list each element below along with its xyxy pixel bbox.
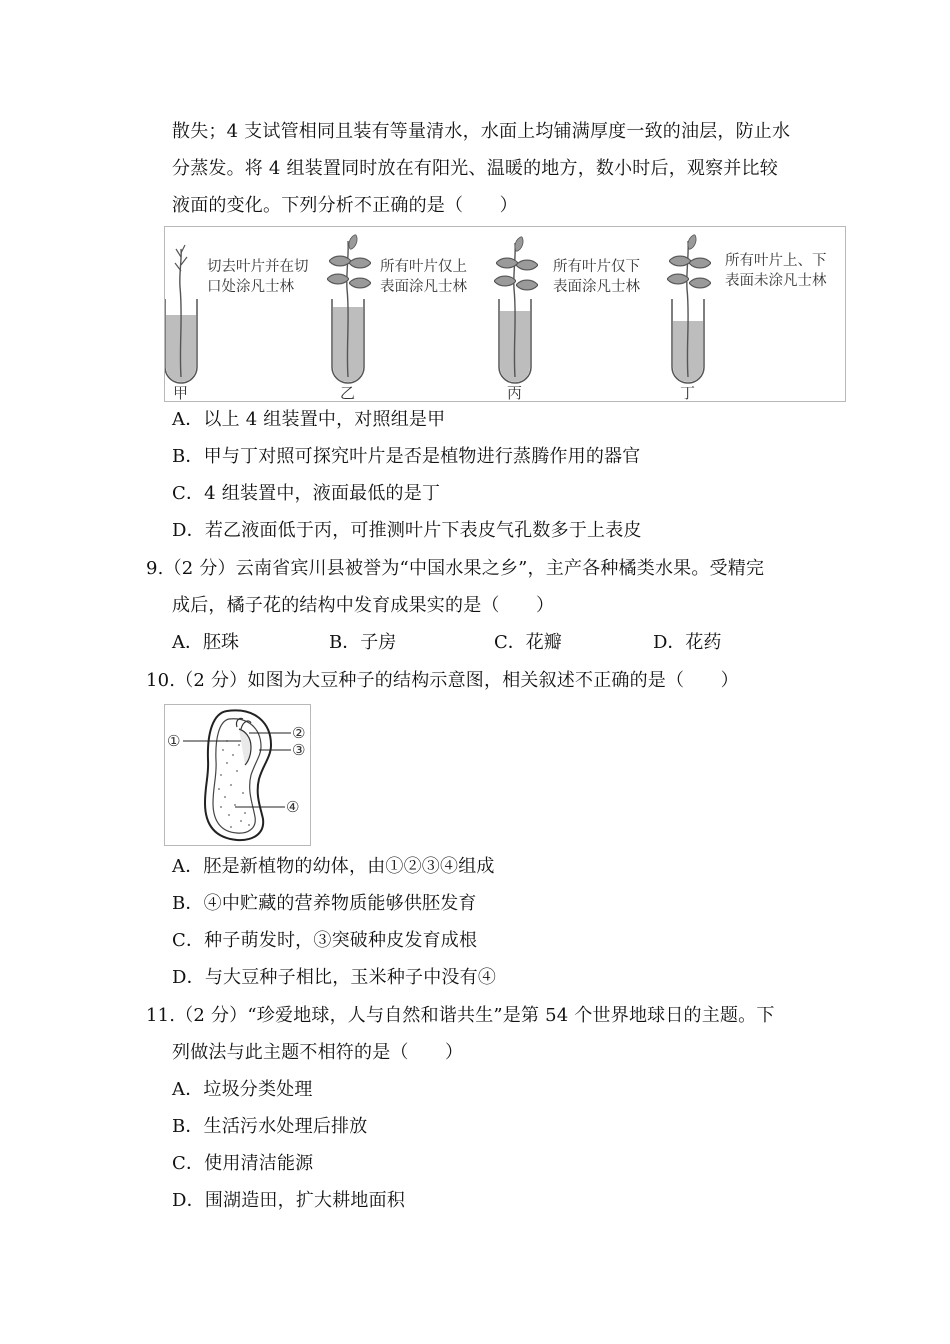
tube-yi-note-2: 表面涂凡士林 — [380, 279, 467, 295]
q9-option-c: C．花瓣 — [494, 632, 562, 653]
q8-option-a: A．以上 4 组装置中，对照组是甲 — [172, 409, 446, 430]
q8-stem-line-1: 散失；4 支试管相同且装有等量清水，水面上均铺满厚度一致的油层，防止水 — [172, 121, 791, 142]
q8-option-c: C．4 组装置中，液面最低的是丁 — [172, 483, 441, 504]
tube-jia-label: 甲 — [173, 384, 189, 401]
q11-option-a: A．垃圾分类处理 — [172, 1079, 313, 1100]
q10-option-b: B．④中贮藏的营养物质能够供胚发育 — [172, 893, 477, 914]
q9-option-d: D．花药 — [653, 632, 722, 653]
tube-jia-note-1: 切去叶片并在切 — [207, 259, 309, 275]
seed-label-2: ② — [292, 724, 306, 742]
q8-stem-line-3: 液面的变化。下列分析不正确的是（ ） — [172, 195, 518, 216]
q10-stem-line-1: 10.（2 分）如图为大豆种子的结构示意图，相关叙述不正确的是（ ） — [146, 670, 739, 691]
q11-option-c: C．使用清洁能源 — [172, 1153, 314, 1174]
q9-option-b: B．子房 — [329, 632, 397, 653]
seed-label-1: ① — [167, 732, 181, 750]
q9-stem-line-2: 成后，橘子花的结构中发育成果实的是（ ） — [172, 595, 555, 616]
tube-bing-note-2: 表面涂凡士林 — [553, 279, 640, 295]
seed-label-4: ④ — [286, 798, 300, 816]
tube-ding — [667, 233, 711, 383]
q11-option-b: B．生活污水处理后排放 — [172, 1116, 368, 1137]
tube-ding-note-2: 表面未涂凡士林 — [725, 273, 827, 289]
q9-options — [172, 631, 772, 655]
q11-stem-line-2: 列做法与此主题不相符的是（ ） — [172, 1042, 464, 1063]
tube-yi-note-1: 所有叶片仅上 — [380, 259, 467, 275]
tube-ding-label: 丁 — [680, 384, 696, 401]
tube-jia — [165, 245, 197, 383]
q8-stem-line-2: 分蒸发。将 4 组装置同时放在有阳光、温暖的地方，数小时后，观察并比较 — [172, 158, 778, 179]
tube-jia-note-2: 口处涂凡士林 — [207, 279, 294, 295]
q10-figure — [164, 704, 311, 846]
tube-bing-label: 丙 — [507, 384, 523, 401]
tube-ding-note-1: 所有叶片上、下 — [725, 253, 827, 269]
q11-option-d: D．围湖造田，扩大耕地面积 — [172, 1190, 406, 1211]
q10-figure-svg — [165, 705, 310, 845]
q8-figure-svg — [165, 227, 845, 401]
q9-stem-line-1: 9.（2 分）云南省宾川县被誉为“中国水果之乡”，主产各种橘类水果。受精完 — [146, 558, 765, 579]
q10-option-d: D．与大豆种子相比，玉米种子中没有④ — [172, 967, 497, 988]
q8-option-b: B．甲与丁对照可探究叶片是否是植物进行蒸腾作用的器官 — [172, 446, 641, 467]
tube-bing — [494, 235, 538, 383]
seed-label-3: ③ — [292, 741, 306, 759]
q8-figure — [164, 226, 846, 402]
q10-option-c: C．种子萌发时，③突破种皮发育成根 — [172, 930, 478, 951]
tube-bing-note-1: 所有叶片仅下 — [553, 259, 640, 275]
q10-option-a: A．胚是新植物的幼体，由①②③④组成 — [172, 856, 495, 877]
tube-yi — [327, 233, 371, 383]
tube-yi-label: 乙 — [340, 384, 356, 401]
q9-option-a: A．胚珠 — [172, 632, 239, 653]
q8-option-d: D．若乙液面低于丙，可推测叶片下表皮气孔数多于上表皮 — [172, 520, 642, 541]
q11-stem-line-1: 11.（2 分）“珍爱地球，人与自然和谐共生”是第 54 个世界地球日的主题。下 — [146, 1005, 775, 1026]
